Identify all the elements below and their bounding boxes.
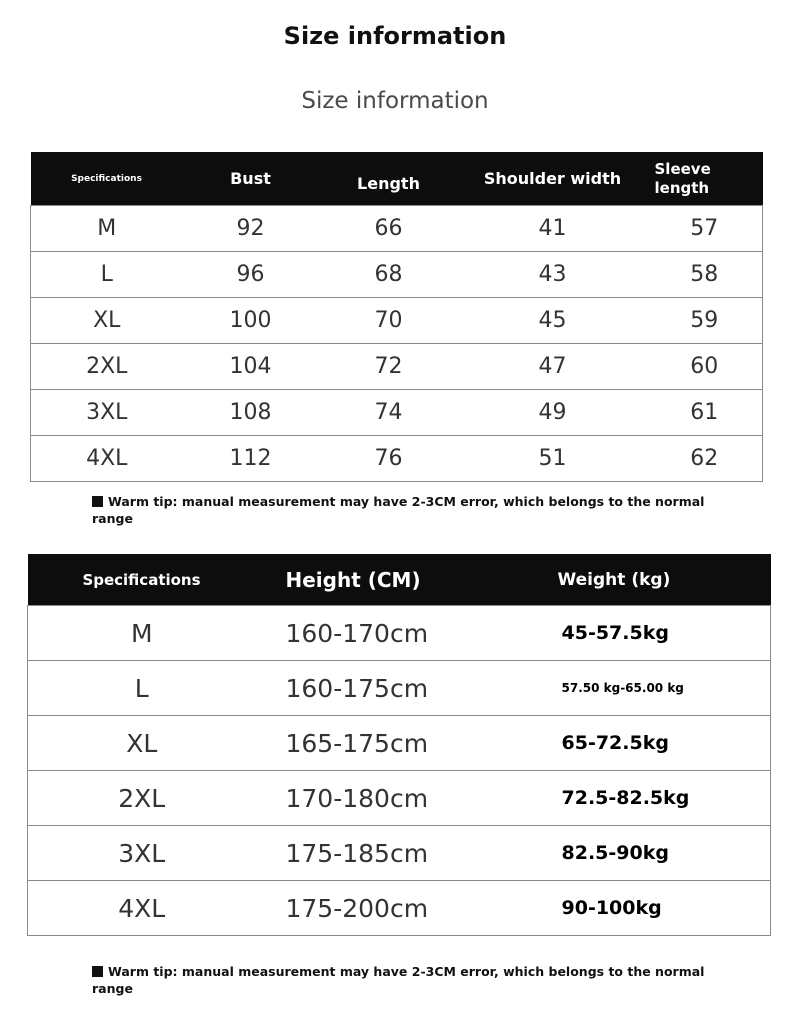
shoulder-cell: 47	[459, 344, 647, 390]
weight-cell: 82.5-90kg	[540, 826, 771, 881]
shoulder-cell: 41	[459, 206, 647, 252]
weight-cell: 45-57.5kg	[540, 606, 771, 661]
length-cell: 66	[319, 206, 459, 252]
shoulder-cell: 49	[459, 390, 647, 436]
table-header-row	[28, 554, 771, 606]
size-cell: 2XL	[28, 771, 256, 826]
table-row	[31, 298, 763, 344]
table-row	[31, 436, 763, 482]
height-cell: 165-175cm	[256, 716, 540, 771]
height-cell: 175-185cm	[256, 826, 540, 881]
length-cell: 76	[319, 436, 459, 482]
table-row	[31, 206, 763, 252]
size-measurement-table	[30, 152, 763, 482]
table-row	[28, 606, 771, 661]
height-cell: 170-180cm	[256, 771, 540, 826]
table-row	[31, 252, 763, 298]
page-title: Size information	[283, 22, 507, 50]
square-bullet-icon	[92, 496, 103, 507]
sleeve-cell: 58	[647, 252, 763, 298]
header-length: Length	[319, 152, 459, 206]
weight-cell: 65-72.5kg	[540, 716, 771, 771]
sleeve-cell: 57	[647, 206, 763, 252]
bust-cell: 108	[183, 390, 319, 436]
length-cell: 72	[319, 344, 459, 390]
page-subtitle: Size information	[301, 88, 489, 114]
header-sleeve-length: Sleeve length	[647, 152, 763, 206]
header-height: Height (CM)	[256, 554, 540, 606]
warm-tip-text: Warm tip: manual measurement may have 2-3CM error, which belongs to the normal range	[92, 964, 705, 996]
size-cell: 4XL	[28, 881, 256, 936]
header-weight: Weight (kg)	[540, 554, 771, 606]
weight-cell: 57.50 kg-65.00 kg	[540, 661, 771, 716]
height-cell: 175-200cm	[256, 881, 540, 936]
size-cell: M	[31, 206, 183, 252]
header-specifications: Specifications	[28, 554, 256, 606]
bust-cell: 92	[183, 206, 319, 252]
height-weight-table	[27, 554, 771, 936]
size-cell: XL	[31, 298, 183, 344]
warm-tip-text: Warm tip: manual measurement may have 2-3CM error, which belongs to the normal range	[92, 494, 705, 526]
sleeve-cell: 62	[647, 436, 763, 482]
size-cell: L	[31, 252, 183, 298]
table-row	[28, 716, 771, 771]
table-row	[31, 344, 763, 390]
sleeve-cell: 60	[647, 344, 763, 390]
header-specifications: Specifications	[31, 152, 183, 206]
warm-tip-2	[92, 963, 712, 997]
shoulder-cell: 51	[459, 436, 647, 482]
bust-cell: 100	[183, 298, 319, 344]
bust-cell: 104	[183, 344, 319, 390]
height-cell: 160-175cm	[256, 661, 540, 716]
size-cell: 2XL	[31, 344, 183, 390]
bust-cell: 112	[183, 436, 319, 482]
size-cell: M	[28, 606, 256, 661]
height-cell: 160-170cm	[256, 606, 540, 661]
size-cell: 4XL	[31, 436, 183, 482]
weight-cell: 72.5-82.5kg	[540, 771, 771, 826]
length-cell: 68	[319, 252, 459, 298]
size-cell: XL	[28, 716, 256, 771]
table-row	[28, 826, 771, 881]
table-row	[28, 661, 771, 716]
size-cell: 3XL	[28, 826, 256, 881]
table-header-row	[31, 152, 763, 206]
sleeve-cell: 59	[647, 298, 763, 344]
table-row	[28, 881, 771, 936]
size-cell: 3XL	[31, 390, 183, 436]
weight-cell: 90-100kg	[540, 881, 771, 936]
shoulder-cell: 45	[459, 298, 647, 344]
table-row	[28, 771, 771, 826]
size-cell: L	[28, 661, 256, 716]
header-bust: Bust	[183, 152, 319, 206]
length-cell: 70	[319, 298, 459, 344]
header-shoulder-width: Shoulder width	[459, 152, 647, 206]
warm-tip-1	[92, 493, 712, 527]
table-row	[31, 390, 763, 436]
sleeve-cell: 61	[647, 390, 763, 436]
bust-cell: 96	[183, 252, 319, 298]
square-bullet-icon	[92, 966, 103, 977]
length-cell: 74	[319, 390, 459, 436]
shoulder-cell: 43	[459, 252, 647, 298]
